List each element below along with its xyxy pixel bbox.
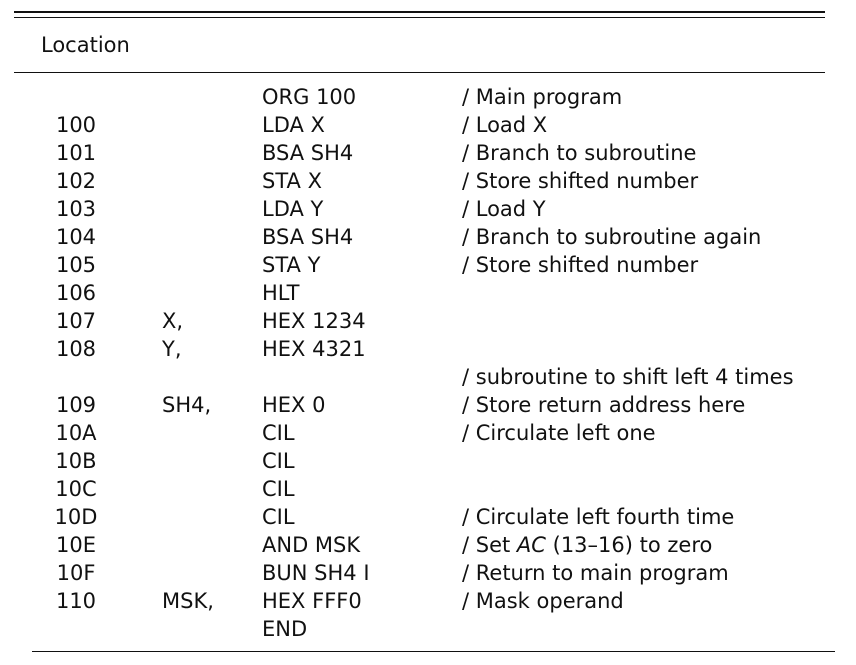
instruction-cell: STA X [262,169,322,193]
location-cell: 10F [56,561,96,585]
instruction-cell: LDA Y [262,197,324,221]
table-row [0,111,856,139]
table-top-rule [14,11,825,13]
instruction-cell: BSA SH4 [262,141,354,165]
instruction-cell: ORG 100 [262,85,357,109]
table-row [0,195,856,223]
table-row [0,167,856,195]
table-row [0,587,856,615]
instruction-cell: AND MSK [262,533,361,557]
instruction-cell: HEX 4321 [262,337,366,361]
comment-cell: / Branch to subroutine [462,141,697,165]
table-row [0,83,856,111]
instruction-cell: CIL [262,477,295,501]
table-row [0,447,856,475]
program-listing [0,83,856,643]
table-row [0,503,856,531]
table-row [0,419,856,447]
instruction-cell: HEX 0 [262,393,326,417]
location-cell: 10D [54,505,98,529]
symbol-label-cell: X, [162,309,184,333]
location-cell: 110 [55,589,97,613]
comment-cell: / Load X [462,113,548,137]
column-header-location: Location [41,33,130,57]
comment-register-name: AC [516,533,546,557]
location-cell: 10B [55,449,97,473]
location-cell: 10C [55,477,97,501]
comment-cell: / Mask operand [462,589,624,613]
table-row [0,531,856,559]
table-row [0,307,856,335]
comment-cell: / Load Y [462,197,546,221]
location-cell: 102 [55,169,97,193]
table-row [0,391,856,419]
location-cell: 101 [55,141,97,165]
symbol-label-cell: Y, [162,337,182,361]
table-row [0,559,856,587]
comment-text: (13–16) to zero [545,533,713,557]
instruction-cell: CIL [262,505,295,529]
instruction-cell: LDA X [262,113,325,137]
comment-cell: / subroutine to shift left 4 times [462,365,794,389]
comment-cell: / Branch to subroutine again [462,225,762,249]
table-row [0,223,856,251]
table-row [0,363,856,391]
table-row [0,335,856,363]
location-cell: 107 [55,309,97,333]
location-cell: 106 [55,281,97,305]
instruction-cell: HLT [262,281,300,305]
comment-cell: / Circulate left fourth time [462,505,735,529]
table-row [0,615,856,643]
location-cell: 108 [55,337,97,361]
location-cell: 104 [55,225,97,249]
comment-cell: / Store return address here [462,393,746,417]
instruction-cell: HEX 1234 [262,309,366,333]
instruction-cell: CIL [262,449,295,473]
symbol-label-cell: SH4, [162,393,212,417]
comment-text: / Set [462,533,517,557]
location-cell: 10E [56,533,96,557]
location-cell: 100 [55,113,97,137]
table-top-rule-inner [14,17,825,18]
location-cell: 10A [55,421,97,445]
instruction-cell: BSA SH4 [262,225,354,249]
instruction-cell: HEX FFF0 [262,589,362,613]
table-row [0,279,856,307]
location-cell: 109 [55,393,97,417]
instruction-cell: STA Y [262,253,321,277]
table-row [0,139,856,167]
instruction-cell: CIL [262,421,295,445]
table-bottom-rule [32,651,835,652]
instruction-cell: BUN SH4 I [262,561,370,585]
symbol-label-cell: MSK, [162,589,214,613]
location-cell: 103 [55,197,97,221]
comment-cell: / Store shifted number [462,169,699,193]
comment-cell: / Store shifted number [462,253,699,277]
comment-cell: / Return to main program [462,561,729,585]
comment-cell: / Main program [462,85,623,109]
table-row [0,475,856,503]
location-cell: 105 [55,253,97,277]
header-rule [14,72,825,73]
comment-cell [462,531,712,559]
table-row [0,251,856,279]
instruction-cell: END [262,617,308,641]
comment-cell: / Circulate left one [462,421,656,445]
